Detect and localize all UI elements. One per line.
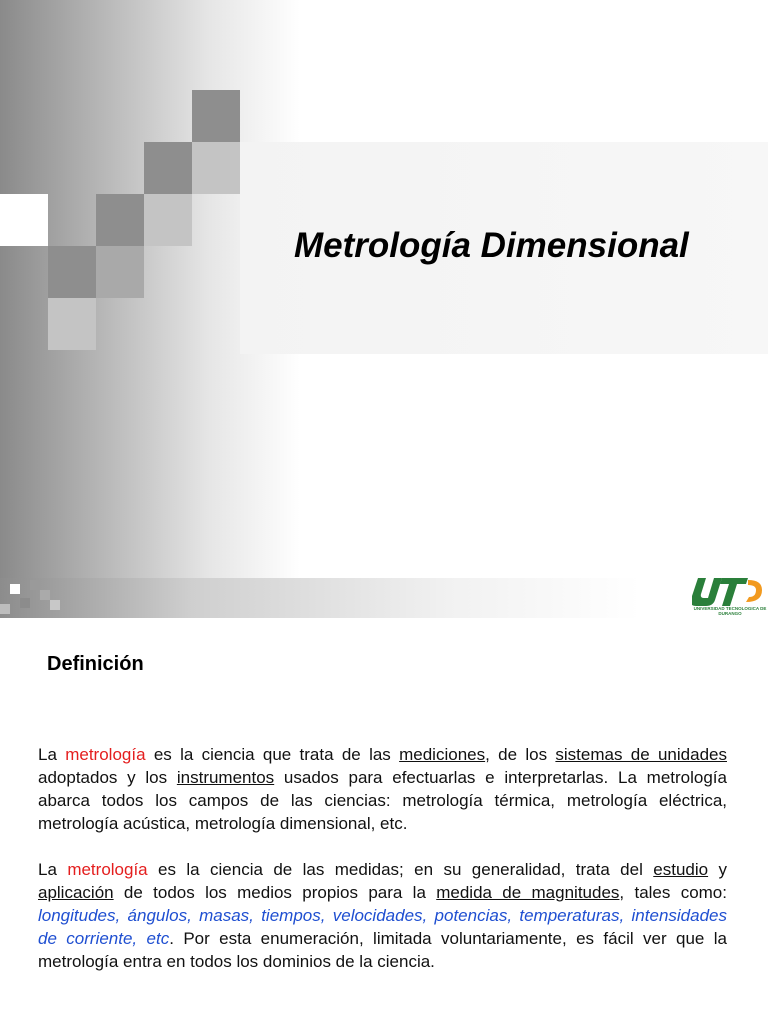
definition-paragraph-2 bbox=[38, 858, 727, 973]
underlined-term: sistemas de unidades bbox=[555, 745, 727, 764]
decorative-pixel bbox=[40, 590, 50, 600]
text-run: La bbox=[38, 860, 68, 879]
text-run: es la ciencia que trata de las bbox=[145, 745, 400, 764]
decorative-square bbox=[192, 142, 240, 194]
text-run: La bbox=[38, 745, 66, 764]
underlined-term: estudio bbox=[653, 860, 709, 879]
decorative-pixel bbox=[10, 584, 20, 594]
logo-caption: UNIVERSIDAD TECNOLOGICA DE DURANGO bbox=[693, 606, 767, 616]
decorative-square bbox=[96, 246, 144, 298]
text-run: , tales como: bbox=[619, 883, 727, 902]
footer-band bbox=[0, 578, 640, 618]
underlined-term: aplicación bbox=[38, 883, 114, 902]
definition-paragraph-1 bbox=[38, 743, 727, 835]
text-run: de todos los medios propios para la bbox=[113, 883, 437, 902]
examples-list: longitudes, ángulos, masas, tiempos, velocidades, potencias, temperaturas, intensidades de corriente, etc bbox=[38, 906, 727, 948]
text-run: . Por esta enumeración, limitada voluntariamente, es fácil ver que la metrología entra en todos los dominios de la ciencia. bbox=[38, 929, 727, 971]
decorative-square bbox=[192, 90, 240, 142]
decorative-square bbox=[48, 246, 96, 298]
underlined-term: mediciones bbox=[399, 745, 486, 764]
underlined-term: medida de magnitudes bbox=[436, 883, 620, 902]
decorative-square bbox=[0, 194, 48, 246]
decorative-square bbox=[144, 194, 192, 246]
text-run: usados para efectuarlas e interpretarlas. La metrología abarca todos los campos de las ciencias: metrología térmica, metrología eléctrica, metrología acústica, metrología dimensional, etc. bbox=[38, 768, 727, 833]
highlighted-term: metrología bbox=[65, 745, 146, 764]
highlighted-term: metrología bbox=[67, 860, 148, 879]
decorative-square bbox=[96, 194, 144, 246]
text-run: es la ciencia de las medidas; en su generalidad, trata del bbox=[147, 860, 654, 879]
slide-title: Metrología Dimensional bbox=[294, 226, 689, 265]
decorative-square bbox=[144, 142, 192, 194]
text-run: adoptados y los bbox=[38, 768, 177, 787]
section-heading: Definición bbox=[47, 653, 144, 675]
decorative-pixel bbox=[30, 580, 40, 590]
decorative-pixel bbox=[0, 604, 10, 614]
decorative-square bbox=[48, 298, 96, 350]
underlined-term: instrumentos bbox=[176, 768, 275, 787]
decorative-pixel bbox=[20, 598, 30, 608]
decorative-pixel bbox=[50, 600, 60, 610]
text-run: y bbox=[708, 860, 727, 879]
text-run: , de los bbox=[485, 745, 556, 764]
